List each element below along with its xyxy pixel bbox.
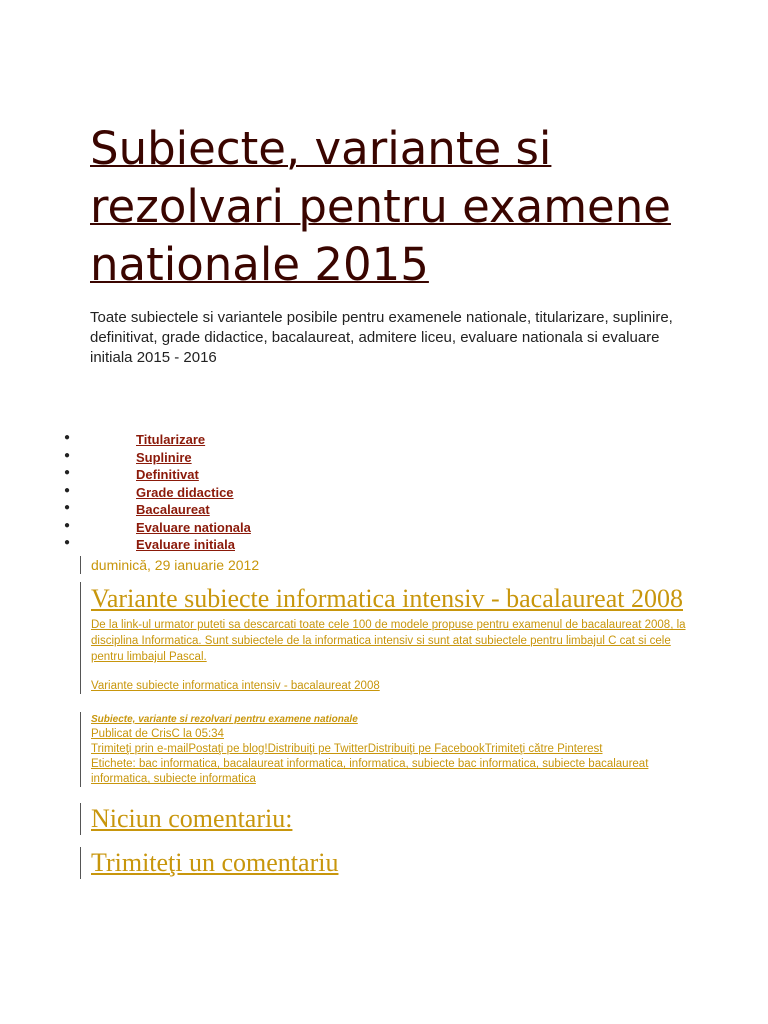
tab-link[interactable]: Evaluare initiala bbox=[136, 537, 235, 552]
post-body: De la link-ul urmator puteti sa descarcati toate cele 100 de modele propuse pentru examenul de bacalaureat 2008, la disciplina Informatica. Sunt subiectele de la informatica intensiv si sunt atat subiectele pentru limbajul C cat si cele pentru limbajul Pascal. bbox=[91, 619, 686, 663]
post-title bbox=[91, 582, 700, 615]
blog-description: Toate subiectele si variantele posibile pentru examenele nationale, titularizare, suplinire, definitivat, grade didactice, bacalaureat, admitere liceu, evaluare nationala si evaluare initiala 2015 - 2016 bbox=[90, 309, 673, 366]
bullet-icon: ● bbox=[64, 467, 71, 478]
tab-link[interactable]: Definitivat bbox=[136, 467, 199, 482]
bullet-icon: ● bbox=[64, 519, 71, 531]
post-author[interactable]: Publicat de CrisC la 05:34 bbox=[91, 728, 224, 740]
post-title-link[interactable]: Variante subiecte informatica intensiv - bacalaureat 2008 bbox=[91, 584, 683, 613]
tab-grade-didactice bbox=[0, 485, 400, 503]
comments-header bbox=[80, 803, 700, 835]
tab-link[interactable]: Suplinire bbox=[136, 449, 192, 465]
pages-tab-list bbox=[0, 432, 400, 555]
page bbox=[90, 120, 690, 368]
bullet-icon: ● bbox=[64, 502, 71, 513]
tab-bacalaureat bbox=[0, 502, 400, 520]
post-labels[interactable]: Etichete: bac informatica, bacalaureat informatica, informatica, subiecte bac informatica, subiecte bacalaureat informatica, subiecte informatica bbox=[91, 758, 649, 785]
tab-link[interactable]: Grade didactice bbox=[136, 484, 234, 500]
date-header bbox=[80, 556, 700, 574]
blog-title bbox=[90, 120, 690, 294]
post-area bbox=[80, 556, 700, 879]
bullet-icon: ● bbox=[64, 449, 71, 461]
bullet-icon: ● bbox=[64, 537, 71, 548]
tab-definitivat bbox=[0, 467, 400, 485]
tab-link[interactable]: Bacalaureat bbox=[136, 502, 210, 517]
tab-titularizare bbox=[0, 432, 400, 450]
post-comment-link[interactable]: Trimiteţi un comentariu bbox=[91, 848, 339, 877]
tab-link[interactable]: Titularizare bbox=[136, 432, 206, 447]
post-comment-section bbox=[80, 847, 700, 879]
post-date: duminică, 29 ianuarie 2012 bbox=[91, 557, 260, 573]
download-link[interactable]: Variante subiecte informatica intensiv - bacalaureat 2008 bbox=[91, 680, 380, 692]
blog-title-link[interactable]: Subiecte, variante si rezolvari pentru examene nationale 2015 bbox=[90, 122, 671, 291]
blog-name-link[interactable]: Subiecte, variante si rezolvari pentru examene nationale bbox=[91, 714, 358, 725]
tab-evaluare-nationala bbox=[0, 520, 400, 538]
share-buttons[interactable]: Trimiteţi prin e-mailPostaţi pe blog!Distribuiţi pe TwitterDistribuiţi pe FacebookTrimiteţi către Pinterest bbox=[91, 743, 603, 755]
tab-suplinire bbox=[0, 450, 400, 468]
post bbox=[80, 582, 700, 694]
tab-evaluare-initiala bbox=[0, 537, 400, 555]
bullet-icon: ● bbox=[64, 484, 71, 496]
post-footer bbox=[80, 712, 700, 787]
bullet-icon: ● bbox=[64, 432, 71, 443]
tab-link[interactable]: Evaluare nationala bbox=[136, 519, 251, 535]
comments-title: Niciun comentariu: bbox=[91, 804, 293, 833]
